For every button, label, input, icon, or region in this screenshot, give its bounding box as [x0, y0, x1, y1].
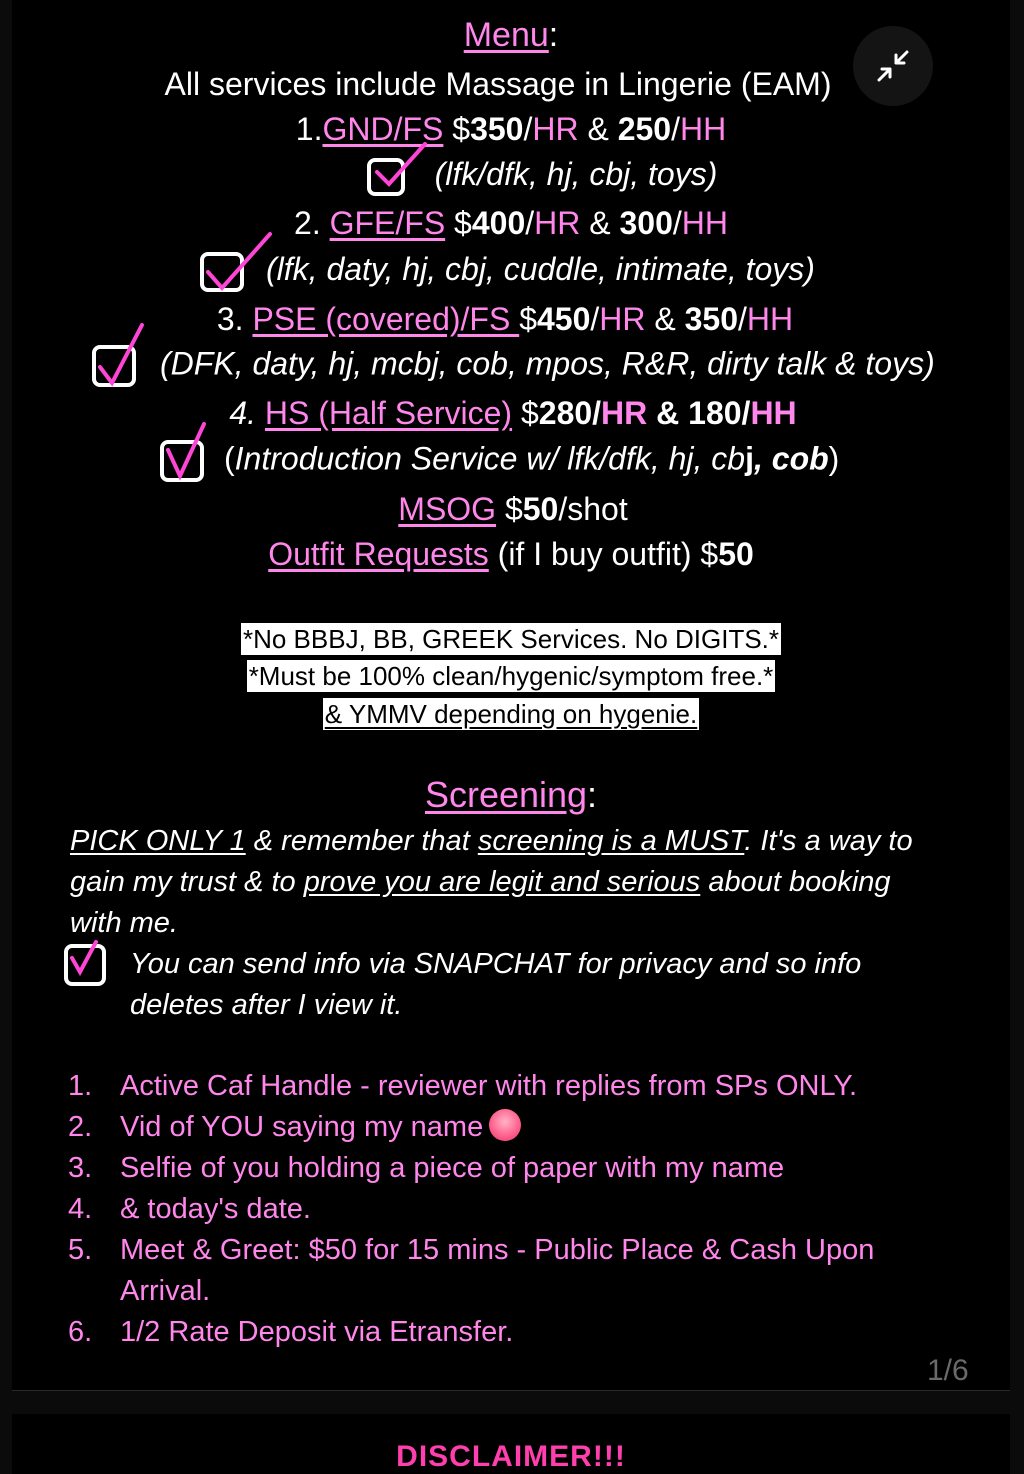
screening-intro: PICK ONLY 1 & remember that screening is a MUST. It's a way to gain my trust & to prove you are legit and serious about booking with me.	[70, 825, 913, 939]
note-1: *No BBBJ, BB, GREEK Services. No DIGITS.*	[242, 624, 780, 654]
menu-item-3-desc: (DFK, daty, hj, mcbj, cob, mpos, R&R, dirty talk & toys)	[92, 345, 992, 387]
list-item: 5. Meet & Greet: $50 for 15 mins - Public Place & Cash Upon Arrival.	[68, 1234, 875, 1307]
collapse-icon[interactable]	[853, 26, 933, 106]
list-item: 6. 1/2 Rate Deposit via Etransfer.	[68, 1316, 514, 1348]
menu-item-1-desc: (lfk/dfk, hj, cbj, toys)	[192, 156, 892, 196]
menu-item-4: 4. HS (Half Service) $280/HR & 180/HH	[229, 395, 797, 431]
checkbox-checked-icon	[160, 440, 204, 482]
outfit-name: Outfit Requests	[268, 536, 489, 572]
menu-item-1: 1.GND/FS $350/HR & 250/HH	[295, 111, 727, 147]
flushed-face-emoji-icon	[489, 1109, 521, 1141]
checkbox-checked-icon	[367, 158, 405, 196]
snapchat-checkbox	[64, 944, 106, 986]
next-post-card[interactable]	[12, 1414, 1010, 1474]
menu-item-4-desc: (Introduction Service w/ lfk/dfk, hj, cbj, cob)	[160, 440, 1020, 482]
menu-item-2: 2. GFE/FS $400/HR & 300/HH	[294, 205, 728, 241]
menu-item-3: 3. PSE (covered)/FS $450/HR & 350/HH	[216, 301, 794, 337]
note-3: & YMMV depending on hygenie.	[324, 699, 698, 729]
next-card-title: DISCLAIMER!!!	[396, 1440, 626, 1473]
snapchat-note: You can send info via SNAPCHAT for privacy and so info deletes after I view it.	[130, 948, 862, 1021]
checkbox-checked-icon	[64, 944, 106, 986]
service-name: GND/FS	[322, 111, 444, 147]
list-item: 4. & today's date.	[68, 1193, 311, 1225]
msog-name: MSOG	[398, 491, 497, 527]
list-item: 1. Active Caf Handle - reviewer with replies from SPs ONLY.	[68, 1070, 858, 1102]
service-name: GFE/FS	[329, 205, 446, 241]
screening-heading: Screening:	[424, 774, 598, 815]
menu-subtitle: All services include Massage in Lingerie (EAM)	[164, 66, 832, 102]
post-image-card	[12, 0, 1010, 1391]
checkbox-checked-icon	[92, 345, 136, 387]
menu-title: Menu	[463, 16, 549, 54]
service-name: HS (Half Service)	[264, 395, 513, 431]
msog-line: MSOG $50/shot	[398, 491, 628, 527]
note-2: *Must be 100% clean/hygenic/symptom free.*	[248, 661, 774, 691]
screening-title: Screening	[424, 774, 588, 815]
screening-steps	[68, 1066, 968, 1353]
menu-item-2-desc: (lfk, daty, hj, cbj, cuddle, intimate, toys)	[200, 251, 960, 292]
outfit-line: Outfit Requests (if I buy outfit) $50	[268, 536, 754, 572]
checkbox-checked-icon	[200, 252, 244, 292]
service-name: PSE (covered)/FS	[252, 301, 520, 337]
list-item: 3. Selfie of you holding a piece of paper with my name	[68, 1152, 785, 1184]
page-indicator: 1/6	[927, 1354, 969, 1387]
list-item: 2. Vid of YOU saying my name	[68, 1107, 968, 1148]
menu-heading: Menu:	[463, 16, 559, 54]
